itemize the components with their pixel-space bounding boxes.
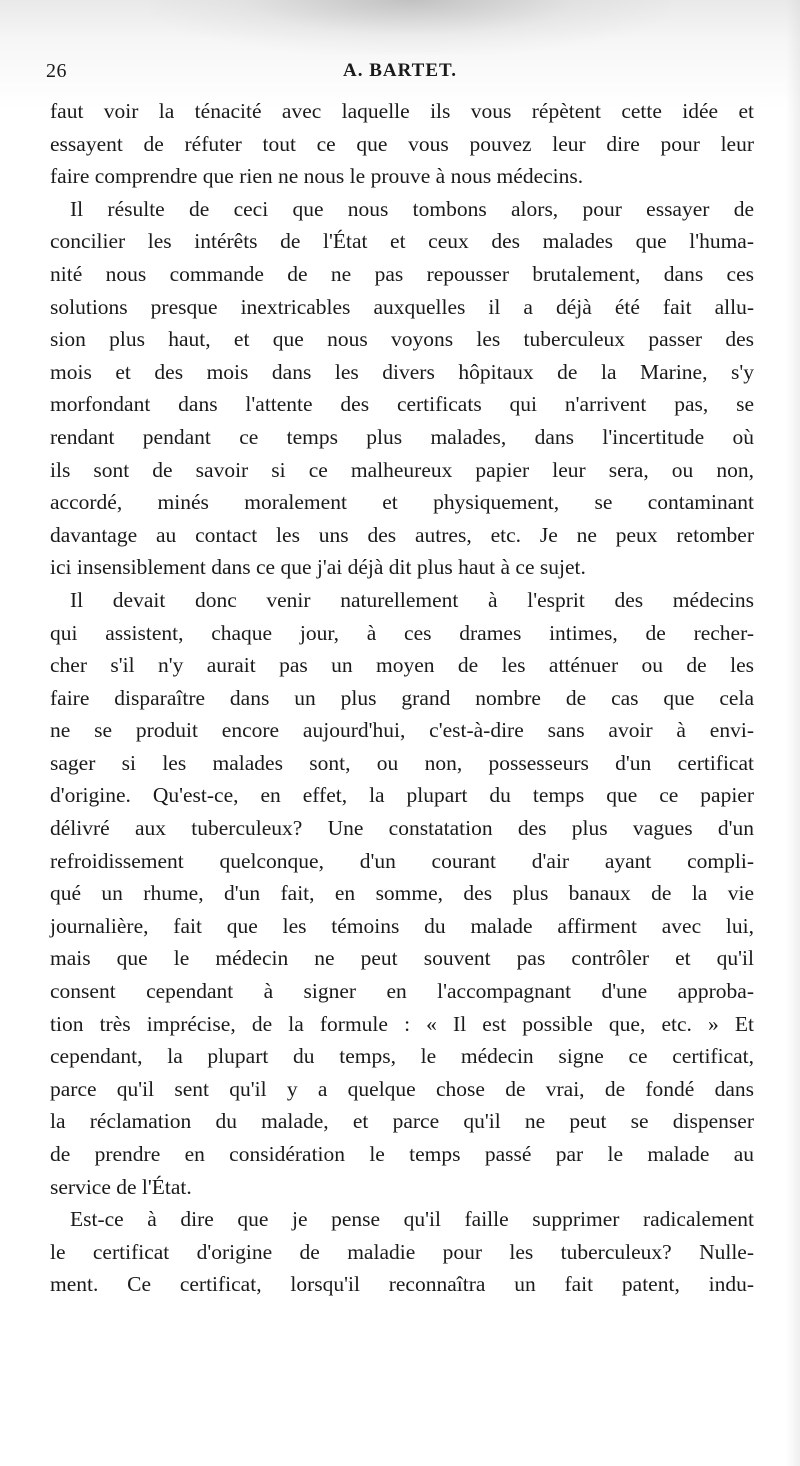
text-line: Il résulte de ceci que nous tombons alors, pour essayer de [70, 196, 754, 221]
text-line: morfondant dans l'attente des certificats qui n'arrivent pas, se [50, 392, 754, 417]
text-line: faire disparaître dans un plus grand nombre de cas que cela [50, 685, 754, 710]
text-line: tion très imprécise, de la formule : « Il est possible que, etc. » Et [50, 1011, 754, 1036]
text-line: d'origine. Qu'est-ce, en effet, la plupart du temps que ce papier [50, 783, 754, 808]
text-line: consent cependant à signer en l'accompagnant d'une approba- [50, 979, 754, 1004]
text-line: qué un rhume, d'un fait, en somme, des plus banaux de la vie [50, 881, 754, 906]
body-text [50, 95, 754, 1301]
text-line: sion plus haut, et que nous voyons les tuberculeux passer des [50, 327, 754, 352]
text-line: ne se produit encore aujourd'hui, c'est-à-dire sans avoir à envi- [50, 718, 754, 743]
text-line: cher s'il n'y aurait pas un moyen de les atténuer ou de les [50, 653, 754, 678]
text-line: ici insensiblement dans ce que j'ai déjà dit plus haut à ce sujet. [50, 555, 586, 580]
text-line: sager si les malades sont, ou non, possesseurs d'un certificat [50, 750, 754, 775]
text-line: concilier les intérêts de l'État et ceux des malades que l'huma- [50, 229, 754, 254]
text-line: de prendre en considération le temps passé par le malade au [50, 1142, 754, 1166]
text-line: ment. Ce certificat, lorsqu'il reconnaîtra un fait patent, indu- [50, 1272, 754, 1297]
page-header [46, 60, 754, 88]
text-line: nité nous commande de ne pas repousser brutalement, dans ces [50, 261, 754, 286]
text-line: Est-ce à dire que je pense qu'il faille supprimer radicalement [70, 1207, 754, 1232]
text-line: mois et des mois dans les divers hôpitaux de la Marine, s'y [50, 359, 754, 384]
text-line: le certificat d'origine de maladie pour les tuberculeux? Nulle- [50, 1239, 754, 1264]
text-line: refroidissement quelconque, d'un courant d'air ayant compli- [50, 848, 754, 873]
text-line: qui assistent, chaque jour, à ces drames intimes, de recher- [50, 620, 754, 645]
text-line: Il devait donc venir naturellement à l'esprit des médecins [70, 587, 754, 612]
text-line: délivré aux tuberculeux? Une constatation des plus vagues d'un [50, 816, 754, 841]
scan-smudge [150, 0, 670, 55]
page-number: 26 [46, 60, 67, 82]
text-line: la réclamation du malade, et parce qu'il ne peut se dispenser [50, 1109, 754, 1134]
text-line: davantage au contact les uns des autres, etc. Je ne peux retomber [50, 522, 754, 547]
text-line: faut voir la ténacité avec laquelle ils vous répètent cette idée et [50, 99, 754, 123]
text-line: accordé, minés moralement et physiquement, se contaminant [50, 490, 754, 515]
text-line: ils sont de savoir si ce malheureux papier leur sera, ou non, [50, 457, 754, 482]
running-head: A. BARTET. [342, 60, 458, 81]
text-line: rendant pendant ce temps plus malades, dans l'incertitude où [50, 424, 754, 449]
text-line: parce qu'il sent qu'il y a quelque chose de vrai, de fondé dans [50, 1076, 754, 1101]
text-line: service de l'État. [50, 1174, 192, 1199]
text-line: cependant, la plupart du temps, le médecin signe ce certificat, [50, 1044, 754, 1069]
text-line: faire comprendre que rien ne nous le prouve à nous médecins. [50, 164, 584, 189]
page-edge-shadow [786, 0, 800, 1466]
text-line: solutions presque inextricables auxquelles il a déjà été fait allu- [50, 294, 754, 319]
text-line: essayent de réfuter tout ce que vous pouvez leur dire pour leur [50, 131, 754, 156]
text-line: mais que le médecin ne peut souvent pas contrôler et qu'il [50, 946, 754, 971]
text-line: journalière, fait que les témoins du malade affirment avec lui, [50, 913, 754, 938]
